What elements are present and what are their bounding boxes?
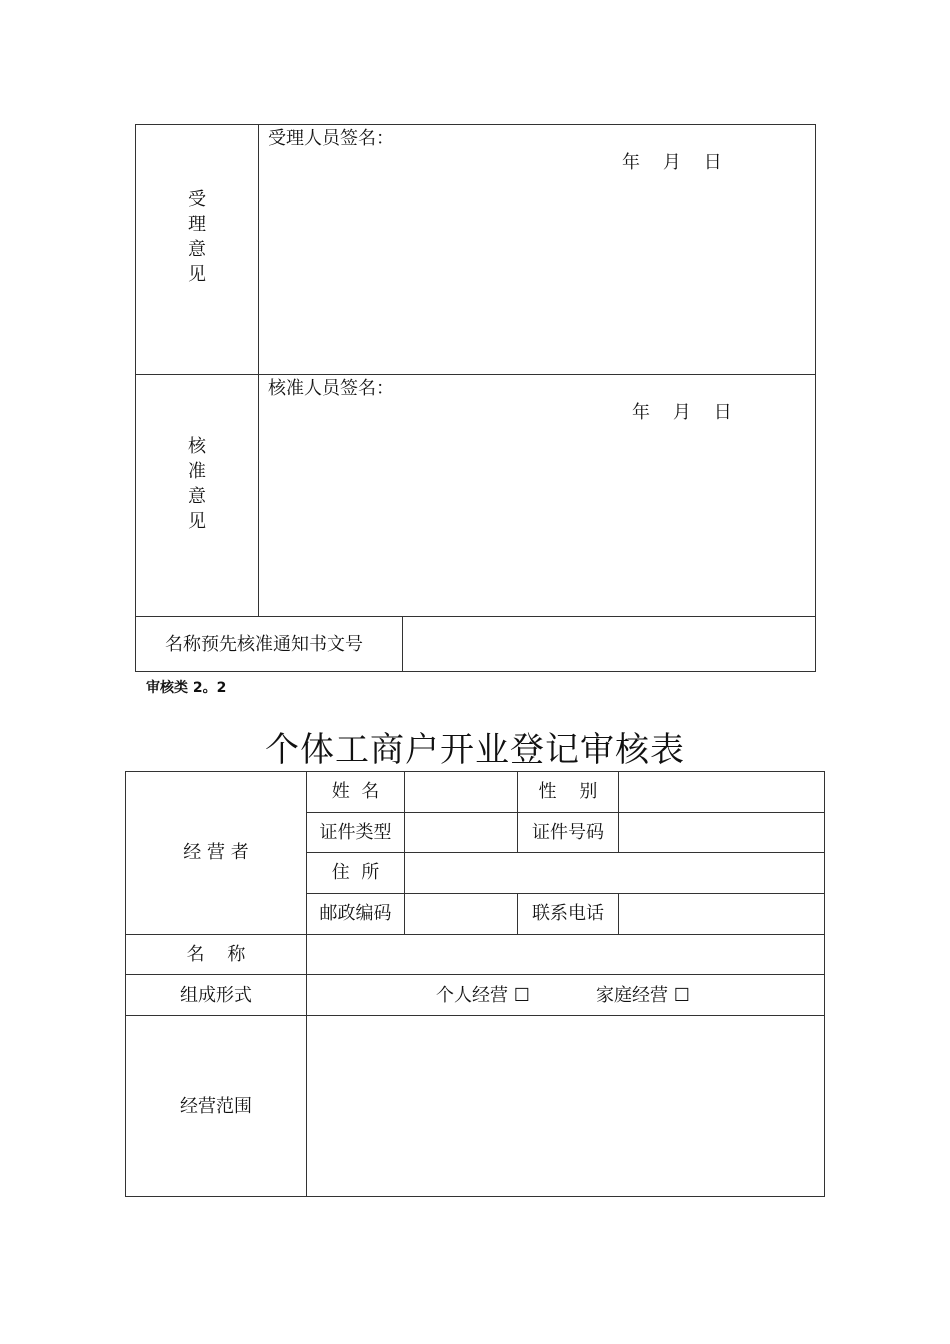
- acceptance-opinion-label: 受 理 意 见: [188, 189, 206, 285]
- gender-label: 性 别: [538, 781, 598, 802]
- name-field[interactable]: [405, 772, 517, 812]
- gender-field[interactable]: [619, 772, 824, 812]
- address-field[interactable]: [405, 853, 824, 893]
- id-number-field[interactable]: [619, 813, 824, 852]
- notice-number-field[interactable]: [404, 618, 814, 670]
- approval-opinion-label: 核 准 意 见: [188, 436, 206, 532]
- address-label: 住 所: [331, 862, 380, 883]
- page-title: 个体工商户开业登记审核表: [265, 730, 685, 770]
- business-name-field[interactable]: [307, 935, 824, 974]
- id-type-label: 证件类型: [319, 822, 392, 843]
- approval-opinion-field[interactable]: [260, 430, 814, 614]
- name-label: 姓 名: [331, 781, 380, 802]
- individual-operation-option[interactable]: 个人经营 ☐: [436, 985, 530, 1006]
- approval-signature-label: 核准人员签名：: [268, 378, 394, 399]
- phone-label: 联系电话: [532, 903, 604, 924]
- id-number-label: 证件号码: [532, 822, 604, 843]
- business-name-label: 名 称: [186, 944, 246, 965]
- postal-code-field[interactable]: [405, 894, 517, 934]
- operator-label: 经 营 者: [183, 842, 249, 863]
- organization-form-label: 组成形式: [180, 985, 252, 1006]
- acceptance-date-label: 年 月 日: [622, 152, 722, 173]
- id-type-field[interactable]: [405, 813, 517, 852]
- business-scope-label: 经营范围: [180, 1096, 252, 1117]
- family-operation-option[interactable]: 家庭经营 ☐: [596, 985, 690, 1006]
- acceptance-signature-label: 受理人员签名：: [268, 128, 394, 149]
- acceptance-opinion-field[interactable]: [260, 180, 814, 372]
- postal-code-label: 邮政编码: [319, 903, 392, 924]
- business-scope-field[interactable]: [307, 1016, 824, 1196]
- form-code: 审核类 2。2: [146, 680, 227, 696]
- notice-number-label: 名称预先核准通知书文号: [165, 634, 363, 655]
- approval-date-label: 年 月 日: [632, 402, 732, 423]
- phone-field[interactable]: [619, 894, 824, 934]
